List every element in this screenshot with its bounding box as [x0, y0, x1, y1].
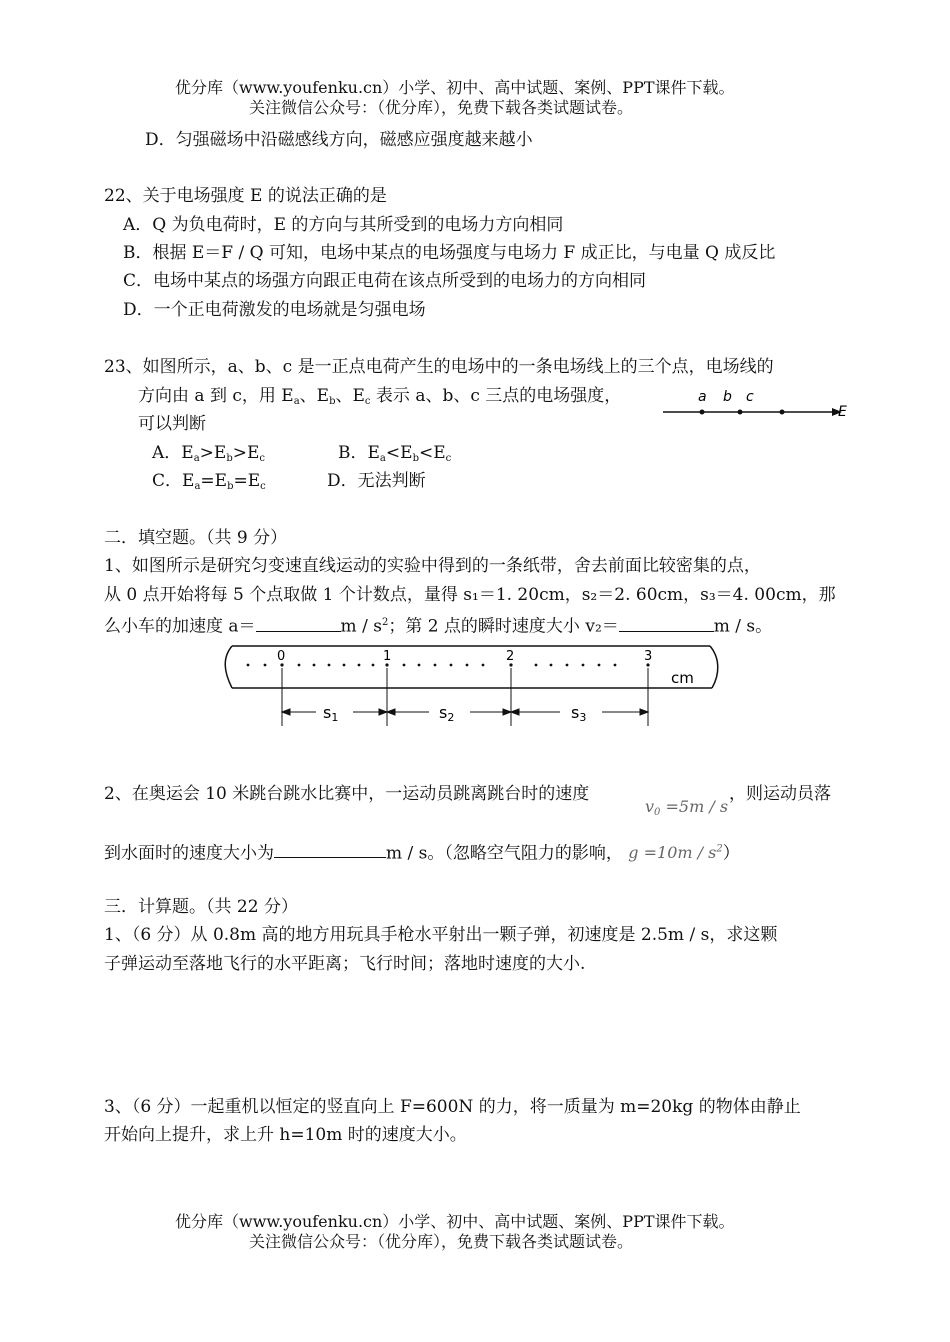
footer-line-2: 关注微信公众号：（优分库），免费下载各类试题试卷。	[249, 1232, 634, 1251]
s3-q1-line-2: 子弹运动至落地飞行的水平距离；飞行时间；落地时速度的大小.	[104, 954, 586, 974]
s2-q1-line-1: 1、如图所示是研究匀变速直线运动的实验中得到的一条纸带，舍去前面比较密集的点，	[104, 556, 761, 576]
tape-mark-3: 3	[644, 649, 653, 664]
tape-left-curve	[225, 646, 232, 688]
q23-option-b: B．$E_a<E_b<E_c$	[338, 443, 452, 464]
header-line-1: 优分库（www.youfenku.cn）小学、初中、高中试题、案例、PPT课件下载。	[175, 78, 735, 97]
s2-q2-line-1: 2、在奥运会 10 米跳台跳水比赛中，一运动员跳离跳台时的速度	[104, 784, 590, 804]
field-e-label: E	[838, 404, 847, 420]
s3-label: s3	[571, 703, 587, 724]
q23-stem-line-1: 23、如图所示，a、b、c 是一正点电荷产生的电场中的一条电场线上的三个点，电场线的	[104, 357, 774, 377]
s3-q3-line-2: 开始向上提升，求上升 h=10m 时的速度大小。	[104, 1125, 467, 1145]
q23-option-c: C．$E_a=E_b=E_c$	[152, 471, 266, 492]
q23-option-d: D．无法判断	[327, 471, 426, 491]
s2-q1-line-3: 么小车的加速度 $a= m / s^2$；第 2 点的瞬时速度大小 v₂＝ m / s。	[104, 616, 773, 637]
point-c-label: c	[746, 389, 754, 405]
point-c-dot	[780, 410, 785, 415]
tape-mark-0: 0	[277, 649, 286, 664]
q23-option-a: A．$E_a>E_b>E_c$	[152, 443, 266, 464]
header-line-2: 关注微信公众号：（优分库），免费下载各类试题试卷。	[249, 98, 634, 117]
tape-dots	[247, 664, 617, 667]
section3-title: 三．计算题。（共 22 分）	[104, 897, 298, 917]
point-a-dot	[700, 410, 705, 415]
s2-q2-line-1-end: ，则运动员落	[729, 784, 831, 804]
paper-tape-figure	[220, 640, 730, 730]
q22-option-b: B．根据 E＝F / Q 可知，电场中某点的电场强度与电场力 F 成正比，与电量 Q 成反比	[123, 243, 776, 263]
q23-stem-line-3: 可以判断	[138, 414, 206, 434]
field-line-figure	[660, 384, 860, 424]
point-b-dot	[738, 410, 743, 415]
q22-stem: 22、关于电场强度 E 的说法正确的是	[104, 186, 387, 206]
s2-q2-line-2: 到水面时的速度大小为 m / s。（忽略空气阻力的影响， $g =10m / s^2$）	[104, 843, 740, 864]
q21-option-d: D．匀强磁场中沿磁感线方向，磁感应强度越来越小	[145, 130, 533, 150]
acceleration-answer-blank[interactable]	[256, 615, 341, 632]
v2-answer-blank[interactable]	[619, 615, 714, 632]
tape-mark-1: 1	[383, 649, 392, 664]
tape-right-curve	[710, 646, 718, 688]
point-a-label: a	[698, 389, 707, 405]
s1-label: s1	[323, 703, 339, 724]
tape-mark-2: 2	[506, 649, 515, 664]
footer-line-1: 优分库（www.youfenku.cn）小学、初中、高中试题、案例、PPT课件下载。	[175, 1212, 735, 1231]
q22-option-a: A．Q 为负电荷时，E 的方向与其所受到的电场力方向相同	[123, 215, 564, 235]
s2-label: s2	[439, 703, 455, 724]
v0-formula: $v_0 =5m / s$	[645, 797, 729, 818]
s3-q3-line-1: 3、（6 分）一起重机以恒定的竖直向上 F=600N 的力，将一质量为 m=20kg 的物体由静止	[104, 1097, 801, 1117]
q22-option-c: C．电场中某点的场强方向跟正电荷在该点所受到的电场力的方向相同	[123, 271, 647, 291]
landing-speed-answer-blank[interactable]	[274, 841, 386, 858]
q23-stem-line-2: 方向由 a 到 c，用 $E_a$、$E_b$、$E_c$ 表示 a、b、c 三点的电场强度，	[138, 386, 622, 407]
q22-option-d: D．一个正电荷激发的电场就是匀强电场	[123, 300, 426, 320]
point-b-label: b	[723, 389, 732, 405]
s3-q1-line-1: 1、（6 分）从 0.8m 高的地方用玩具手枪水平射出一颗子弹，初速度是 2.5m / s，求这颗	[104, 925, 778, 945]
s2-q1-line-2: 从 0 点开始将每 5 个点取做 1 个计数点，量得 s₁＝1. 20cm，s₂＝2. 60cm，s₃＝4. 00cm，那	[104, 585, 836, 605]
section2-title: 二．填空题。（共 9 分）	[104, 528, 288, 548]
g-formula: $g =10m / s^2$	[628, 843, 723, 863]
tape-unit-label: cm	[671, 669, 694, 687]
